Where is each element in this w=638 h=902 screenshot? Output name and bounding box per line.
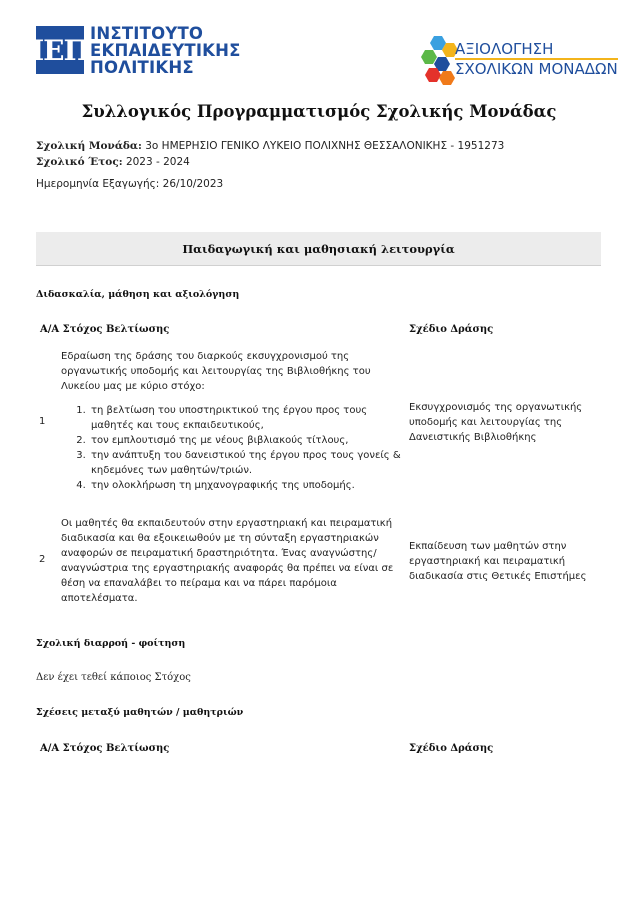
subsection-title-relations: Σχέσεις μεταξύ μαθητών / μαθητριών (36, 707, 244, 718)
hexagon-cluster-icon (421, 33, 455, 85)
goal-list-item: 1. τη βελτίωση του υποστηρικτικού της έργου προς τους μαθητές και τους εκπαιδευτικούς, (89, 403, 405, 433)
action-plan-cell: Εκπαίδευση των μαθητών στην εργαστηριακή και πειραματική διαδικασία στις Θετικές Επιστήμες (409, 541, 587, 582)
iep-logo (31, 23, 241, 77)
axiologisi-logo (421, 33, 618, 85)
action-plan-cell: Εκσυγχρονισμός της οργανωτικής υποδομής και λειτουργίας της Δανειστικής Βιβλιοθήκης (409, 402, 583, 443)
subsection-title-teaching: Διδασκαλία, μάθηση και αξιολόγηση (36, 289, 240, 300)
export-date: Ημερομηνία Εξαγωγής: 26/10/2023 (36, 178, 224, 190)
axiologisi-line1: ΑΞΙΟΛΟΓΗΣΗ (455, 39, 554, 58)
goal-list-item: 2. τον εμπλουτισμό της με νέους βιβλιακούς τίτλους, (89, 433, 405, 448)
goal-cell (61, 349, 405, 493)
hex-tile (439, 71, 455, 85)
goal-cell: Οι μαθητές θα εκπαιδευτούν στην εργαστηριακή και πειραματική διαδικασία και θα εξοικειωθούν με τη σύνταξη εργαστηριακών αναφορών σε πειραματική δραστηριότητα. Ένας αναγνώστης/ αναγνώστρια της εργαστηριακής αναφοράς θα πρέπει να είναι σε θέση να επαναλάβει το πείραμα και να πάρει παρόμοια αποτελέσματα. (61, 518, 394, 604)
column-header-plan: Σχέδιο Δράσης (409, 743, 494, 754)
school-year-value: 2023 - 2024 (125, 156, 190, 168)
row-number: 1 (39, 416, 46, 427)
section-header: Παιδαγωγική και μαθησιακή λειτουργία (36, 232, 601, 266)
column-header-goal: Α/Α Στόχος Βελτίωσης (40, 324, 170, 335)
iep-logo-line: ΙΝΣΤΙΤΟΥΤΟ (90, 23, 204, 43)
iep-logo-mark: ΙΕΠ (36, 26, 84, 74)
goal-list (61, 403, 405, 493)
column-header-plan: Σχέδιο Δράσης (409, 324, 494, 335)
no-goal-note: Δεν έχει τεθεί κάποιος Στόχος (36, 672, 191, 683)
school-year-label: Σχολικό Έτος: (36, 156, 123, 168)
column-header-goal: Α/Α Στόχος Βελτίωσης (40, 743, 170, 754)
iep-logo-line: ΠΟΛΙΤΙΚΗΣ (90, 57, 194, 77)
row-number: 2 (39, 554, 46, 565)
school-unit-line (36, 140, 504, 152)
school-unit-label: Σχολική Μονάδα: (36, 140, 142, 152)
hex-tile (421, 50, 437, 64)
iep-logo-text (90, 25, 241, 76)
school-unit-value: 3ο ΗΜΕΡΗΣΙΟ ΓΕΝΙΚΟ ΛΥΚΕΙΟ ΠΟΛΙΧΝΗΣ ΘΕΣΣΑΛΟΝΙΚΗΣ - 1951273 (145, 140, 505, 152)
axiologisi-logo-text (455, 41, 618, 78)
iep-logo-line: ΕΚΠΑΙΔΕΥΤΙΚΗΣ (90, 40, 241, 60)
school-year-line (36, 156, 190, 168)
page-title: Συλλογικός Προγραμματισμός Σχολικής Μονάδας (81, 102, 557, 121)
goal-intro: Εδραίωση της δράσης του διαρκούς εκσυγχρονισμού της οργανωτικής υποδομής και λειτουργίας της Βιβλιοθήκης του Λυκείου μας με κύριο στόχο: (61, 351, 371, 392)
goal-list-item: 4. την ολοκλήρωση τη μηχανογραφικής της υποδομής. (89, 478, 405, 493)
subsection-title-dropout: Σχολική διαρροή - φοίτηση (36, 638, 186, 649)
goal-list-item: 3. την ανάπτυξη του δανειστικού της έργου προς τους γονείς & κηδεμόνες των μαθητών/τριών. (89, 448, 405, 478)
axiologisi-line2: ΣΧΟΛΙΚΩΝ ΜΟΝΑΔΩΝ (455, 59, 618, 78)
